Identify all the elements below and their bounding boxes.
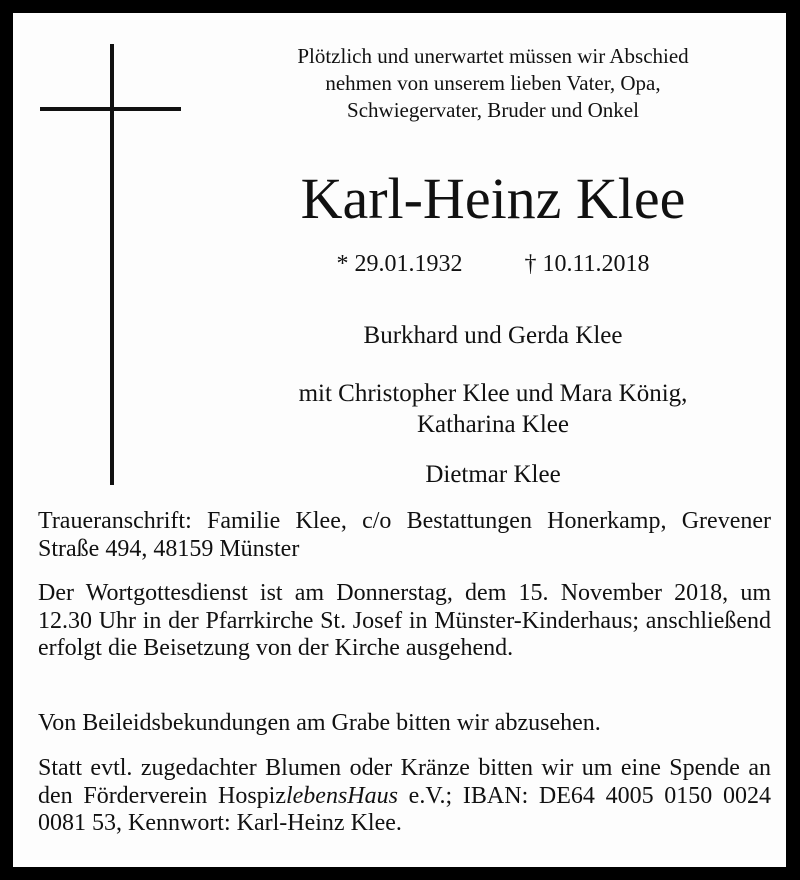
obituary-notice <box>13 13 786 867</box>
donation-text: e.V.; IBAN: DE64 4005 0150 0024 0081 53, Kennwort: Karl-Heinz Klee. <box>38 782 771 836</box>
mourner-line-part: mit Christopher Klee und Mara König, <box>298 380 688 407</box>
donation-note <box>38 755 771 838</box>
life-dates <box>213 249 773 279</box>
condolence-note: Von Beileidsbekundungen am Grabe bitten wir abzusehen. <box>38 710 601 736</box>
intro-text <box>213 43 773 124</box>
intro-line: Plötzlich und unerwartet müssen wir Abschied <box>297 44 689 68</box>
mourner-line-part: Katharina Klee <box>416 411 569 438</box>
mourner-line: Burkhard und Gerda Klee <box>363 322 623 349</box>
donation-org-italic: lebensHaus <box>285 782 398 809</box>
mourner-line <box>213 378 773 440</box>
deceased-name: Karl-Heinz Klee <box>300 166 686 231</box>
intro-line: nehmen von unserem lieben Vater, Opa, <box>325 71 661 95</box>
death-date: † 10.11.2018 <box>524 251 650 277</box>
birth-date: * 29.01.1932 <box>336 251 463 277</box>
donation-text: Statt evtl. zugedachter Blumen oder Kränze bitten wir um eine Spende an den Förderverein Hospiz <box>38 755 771 809</box>
mourning-address: Traueranschrift: Familie Klee, c/o Bestattungen Honerkamp, Grevener Straße 494, 48159 Münster <box>38 508 771 562</box>
service-info: Der Wortgottesdienst ist am Donnerstag, dem 15. November 2018, um 12.30 Uhr in der Pfarrkirche St. Josef in Münster-Kinderhaus; anschließend erfolgt die Beisetzung von der Kirche ausgehend. <box>38 580 771 661</box>
intro-line: Schwiegervater, Bruder und Onkel <box>347 98 639 122</box>
cross-horizontal-bar <box>40 107 181 111</box>
mourner-line: Dietmar Klee <box>425 461 561 488</box>
